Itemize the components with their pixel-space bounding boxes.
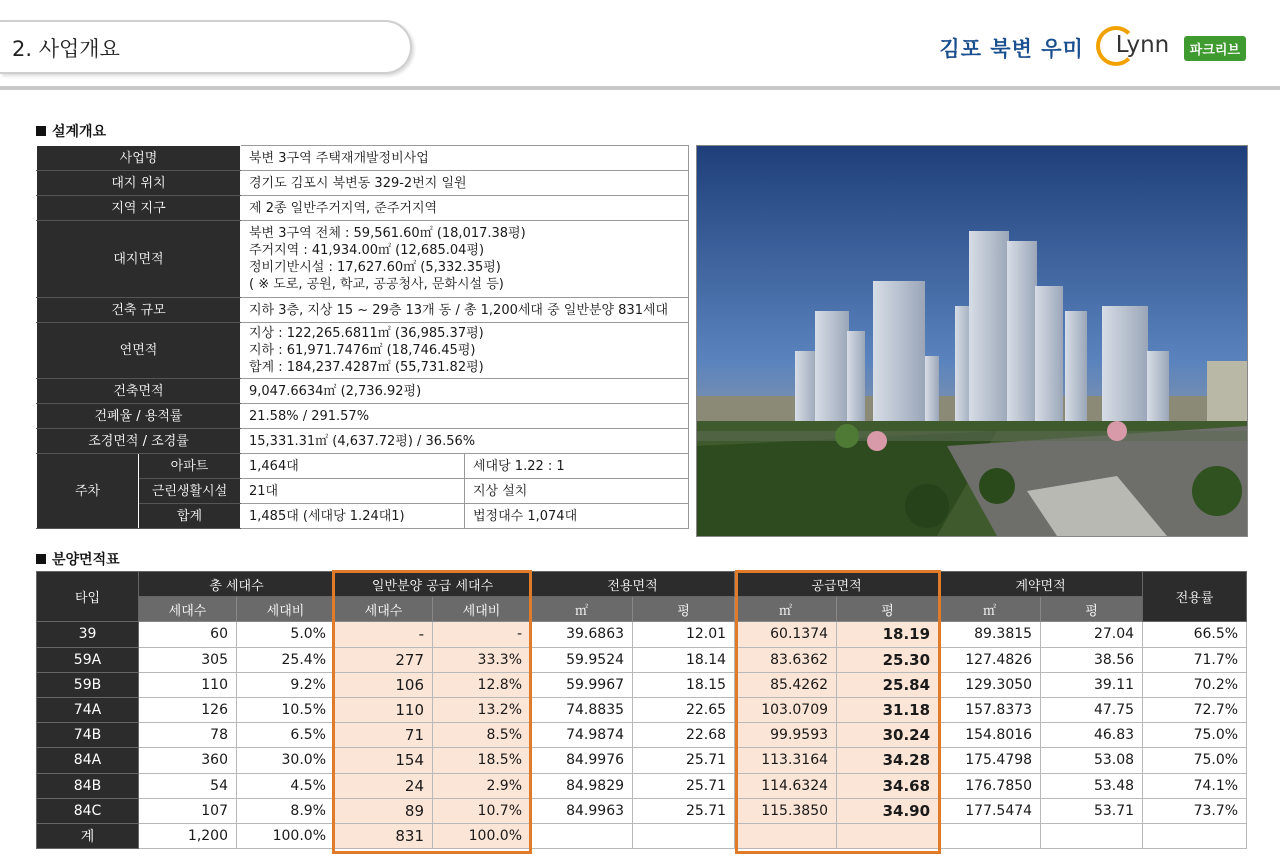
table-row: [37, 773, 1247, 798]
row-label: 연면적: [37, 323, 241, 379]
cell-gen-units: 71: [335, 723, 433, 748]
sub-label: 아파트: [139, 454, 241, 479]
parking-note: 법정대수 1,074대: [465, 504, 689, 529]
design-table: [36, 145, 689, 529]
cell-sup-m2: 115.3850: [735, 798, 837, 823]
cell-ex-py: 25.71: [633, 798, 735, 823]
lynn-logo-text: Lynn: [1115, 32, 1170, 58]
parking-note: 지상 설치: [465, 479, 689, 504]
cell-type: 59B: [37, 672, 139, 697]
cell-sup-py: 30.24: [837, 723, 939, 748]
total-gen-units: 831: [335, 823, 433, 848]
table-row: [37, 723, 1247, 748]
cell-gen-ratio: 10.7%: [433, 798, 531, 823]
cell-ex-py: 12.01: [633, 622, 735, 647]
col-general-supply: 일반분양 공급 세대수: [335, 572, 531, 597]
cell-gen-ratio: 2.9%: [433, 773, 531, 798]
sale-table-body: [37, 622, 1247, 849]
col-contract-area: 계약면적: [939, 572, 1143, 597]
sub-sqm: ㎡: [735, 597, 837, 622]
col-type: 타입: [37, 572, 139, 622]
cell-sup-m2: 99.9593: [735, 723, 837, 748]
table-row: [37, 298, 689, 323]
sub-pyeong: 평: [633, 597, 735, 622]
cell-ex-m2: 39.6863: [531, 622, 633, 647]
row-label: 대지 위치: [37, 171, 241, 196]
parking-note: 세대당 1.22 : 1: [465, 454, 689, 479]
cell-units: 126: [139, 697, 237, 722]
table-row: [37, 454, 689, 479]
sub-sqm: ㎡: [531, 597, 633, 622]
sub-label: 합계: [139, 504, 241, 529]
row-value: 경기도 김포시 북변동 329-2번지 일원: [241, 171, 689, 196]
text-line: 지상 : 122,265.6811㎡ (36,985.37평): [249, 326, 484, 341]
cell-ex-rate: 66.5%: [1143, 622, 1247, 647]
cell-ex-m2: 84.9976: [531, 748, 633, 773]
cell-ex-rate: 72.7%: [1143, 697, 1247, 722]
cell-type: 84C: [37, 798, 139, 823]
cell-sup-py: 25.30: [837, 647, 939, 672]
cell-type: 74B: [37, 723, 139, 748]
row-value: 지하 3층, 지상 15 ~ 29층 13개 동 / 총 1,200세대 중 일반분양 831세대: [241, 298, 689, 323]
square-bullet-icon: [36, 126, 46, 136]
table-row: [37, 647, 1247, 672]
sub-units: 세대수: [335, 597, 433, 622]
row-value: 9,047.6634㎡ (2,736.92평): [241, 379, 689, 404]
cell-ratio: 6.5%: [237, 723, 335, 748]
sub-pyeong: 평: [837, 597, 939, 622]
row-label: 대지면적: [37, 221, 241, 298]
col-total-units: 총 세대수: [139, 572, 335, 597]
cell-type: 74A: [37, 697, 139, 722]
cell-type: 39: [37, 622, 139, 647]
total-units: 1,200: [139, 823, 237, 848]
cell-sup-py: 34.90: [837, 798, 939, 823]
cell-gen-ratio: 8.5%: [433, 723, 531, 748]
row-label: 지역 지구: [37, 196, 241, 221]
table-row: [37, 404, 689, 429]
total-type: 계: [37, 823, 139, 848]
sub-label: 근린생활시설: [139, 479, 241, 504]
cell-gen-units: 154: [335, 748, 433, 773]
table-row: [37, 221, 689, 298]
row-value: [241, 221, 689, 298]
parking-count: 21대: [241, 479, 465, 504]
cell-ex-m2: 74.9874: [531, 723, 633, 748]
sale-section-title-text: 분양면적표: [52, 552, 120, 568]
cell-sup-py: 25.84: [837, 672, 939, 697]
cell-units: 305: [139, 647, 237, 672]
cell-gen-units: 110: [335, 697, 433, 722]
row-value: 15,331.31㎡ (4,637.72평) / 36.56%: [241, 429, 689, 454]
cell-con-py: 53.71: [1041, 798, 1143, 823]
cell-ex-rate: 75.0%: [1143, 723, 1247, 748]
subheader-row: [37, 597, 1247, 622]
cell-ex-py: 22.65: [633, 697, 735, 722]
cell-con-py: 38.56: [1041, 647, 1143, 672]
cell-type: 84A: [37, 748, 139, 773]
cell-units: 110: [139, 672, 237, 697]
sub-ratio: 세대비: [433, 597, 531, 622]
table-row: [37, 748, 1247, 773]
cell-gen-ratio: -: [433, 622, 531, 647]
cell-gen-ratio: 13.2%: [433, 697, 531, 722]
cell-sup-m2: 113.3164: [735, 748, 837, 773]
cell-ex-m2: 74.8835: [531, 697, 633, 722]
sale-section-title: [36, 549, 120, 569]
sub-units: 세대수: [139, 597, 237, 622]
cell-gen-units: -: [335, 622, 433, 647]
empty-cell: [939, 823, 1041, 848]
cell-sup-m2: 83.6362: [735, 647, 837, 672]
sub-pyeong: 평: [1041, 597, 1143, 622]
cell-ex-m2: 59.9967: [531, 672, 633, 697]
square-bullet-icon: [36, 554, 46, 564]
cell-con-m2: 89.3815: [939, 622, 1041, 647]
sale-area-table: [36, 571, 1247, 849]
brand-badge: 파크리브: [1184, 36, 1246, 61]
total-gen-ratio: 100.0%: [433, 823, 531, 848]
cell-ratio: 9.2%: [237, 672, 335, 697]
row-value: 21.58% / 291.57%: [241, 404, 689, 429]
empty-cell: [531, 823, 633, 848]
cell-con-py: 27.04: [1041, 622, 1143, 647]
sub-ratio: 세대비: [237, 597, 335, 622]
cell-con-m2: 127.4826: [939, 647, 1041, 672]
complex-rendering-image: [696, 145, 1248, 537]
table-row: [37, 323, 689, 379]
row-value: [241, 323, 689, 379]
text-line: 주거지역 : 41,934.00㎡ (12,685.04평): [249, 243, 485, 258]
cell-gen-units: 106: [335, 672, 433, 697]
empty-cell: [837, 823, 939, 848]
rendering-illustration: [697, 146, 1247, 536]
cell-gen-units: 89: [335, 798, 433, 823]
row-value: 제 2종 일반주거지역, 준주거지역: [241, 196, 689, 221]
empty-cell: [633, 823, 735, 848]
table-row: [37, 196, 689, 221]
table-row: [37, 429, 689, 454]
brand-logo: [939, 26, 1246, 70]
table-row: [37, 171, 689, 196]
empty-cell: [735, 823, 837, 848]
table-row: [37, 379, 689, 404]
cell-units: 360: [139, 748, 237, 773]
text-line: ( ※ 도로, 공원, 학교, 공공청사, 문화시설 등): [249, 277, 504, 292]
col-exclusive-ratio: 전용률: [1143, 572, 1247, 622]
cell-units: 60: [139, 622, 237, 647]
cell-ex-rate: 71.7%: [1143, 647, 1247, 672]
cell-con-py: 39.11: [1041, 672, 1143, 697]
cell-ex-py: 25.71: [633, 748, 735, 773]
text-line: 북변 3구역 전체 : 59,561.60㎡ (18,017.38평): [249, 226, 526, 241]
cell-ratio: 25.4%: [237, 647, 335, 672]
cell-sup-py: 34.68: [837, 773, 939, 798]
row-label: 주차: [37, 454, 139, 529]
total-row: [37, 823, 1247, 848]
cell-ratio: 4.5%: [237, 773, 335, 798]
cell-units: 78: [139, 723, 237, 748]
row-label: 사업명: [37, 146, 241, 171]
header-row: [37, 572, 1247, 597]
cell-units: 54: [139, 773, 237, 798]
sub-sqm: ㎡: [939, 597, 1041, 622]
row-label: 조경면적 / 조경률: [37, 429, 241, 454]
cell-gen-ratio: 12.8%: [433, 672, 531, 697]
cell-sup-py: 31.18: [837, 697, 939, 722]
design-section-title: [36, 121, 106, 141]
cell-ex-py: 22.68: [633, 723, 735, 748]
cell-ex-m2: 84.9829: [531, 773, 633, 798]
cell-type: 59A: [37, 647, 139, 672]
cell-ex-rate: 73.7%: [1143, 798, 1247, 823]
cell-sup-m2: 60.1374: [735, 622, 837, 647]
table-row: [37, 622, 1247, 647]
row-label: 건축면적: [37, 379, 241, 404]
cell-con-m2: 154.8016: [939, 723, 1041, 748]
text-line: 지하 : 61,971.7476㎡ (18,746.45평): [249, 343, 476, 358]
total-ratio: 100.0%: [237, 823, 335, 848]
table-row: [37, 697, 1247, 722]
cell-con-py: 53.08: [1041, 748, 1143, 773]
cell-con-py: 53.48: [1041, 773, 1143, 798]
cell-ratio: 5.0%: [237, 622, 335, 647]
cell-con-m2: 175.4798: [939, 748, 1041, 773]
cell-con-m2: 177.5474: [939, 798, 1041, 823]
cell-sup-m2: 103.0709: [735, 697, 837, 722]
cell-sup-py: 34.28: [837, 748, 939, 773]
cell-ratio: 8.9%: [237, 798, 335, 823]
cell-sup-m2: 114.6324: [735, 773, 837, 798]
parking-count: 1,464대: [241, 454, 465, 479]
cell-ex-rate: 75.0%: [1143, 748, 1247, 773]
table-row: [37, 146, 689, 171]
brand-text: 김포 북변 우미: [939, 37, 1084, 61]
col-exclusive-area: 전용면적: [531, 572, 735, 597]
cell-gen-ratio: 33.3%: [433, 647, 531, 672]
page-title: 2. 사업개요: [12, 37, 120, 61]
parking-count: 1,485대 (세대당 1.24대1): [241, 504, 465, 529]
header-divider: [0, 86, 1280, 90]
cell-con-py: 47.75: [1041, 697, 1143, 722]
text-line: 합계 : 184,237.4287㎡ (55,731.82평): [249, 360, 484, 375]
cell-ex-py: 18.15: [633, 672, 735, 697]
cell-ratio: 10.5%: [237, 697, 335, 722]
cell-sup-m2: 85.4262: [735, 672, 837, 697]
col-supply-area: 공급면적: [735, 572, 939, 597]
cell-con-m2: 157.8373: [939, 697, 1041, 722]
cell-type: 84B: [37, 773, 139, 798]
cell-ex-py: 25.71: [633, 773, 735, 798]
cell-con-py: 46.83: [1041, 723, 1143, 748]
table-row: [37, 798, 1247, 823]
design-section-title-text: 설계개요: [52, 124, 107, 140]
cell-ex-m2: 84.9963: [531, 798, 633, 823]
row-label: 건폐율 / 용적률: [37, 404, 241, 429]
cell-ex-rate: 74.1%: [1143, 773, 1247, 798]
cell-con-m2: 176.7850: [939, 773, 1041, 798]
cell-ex-rate: 70.2%: [1143, 672, 1247, 697]
empty-cell: [1143, 823, 1247, 848]
lynn-logo: [1096, 26, 1176, 70]
cell-gen-units: 277: [335, 647, 433, 672]
table-row: [37, 672, 1247, 697]
cell-ex-m2: 59.9524: [531, 647, 633, 672]
cell-ex-py: 18.14: [633, 647, 735, 672]
cell-con-m2: 129.3050: [939, 672, 1041, 697]
cell-gen-ratio: 18.5%: [433, 748, 531, 773]
text-line: 정비기반시설 : 17,627.60㎡ (5,332.35평): [249, 260, 501, 275]
cell-units: 107: [139, 798, 237, 823]
empty-cell: [1041, 823, 1143, 848]
row-value: 북변 3구역 주택재개발정비사업: [241, 146, 689, 171]
row-label: 건축 규모: [37, 298, 241, 323]
cell-sup-py: 18.19: [837, 622, 939, 647]
cell-ratio: 30.0%: [237, 748, 335, 773]
cell-gen-units: 24: [335, 773, 433, 798]
